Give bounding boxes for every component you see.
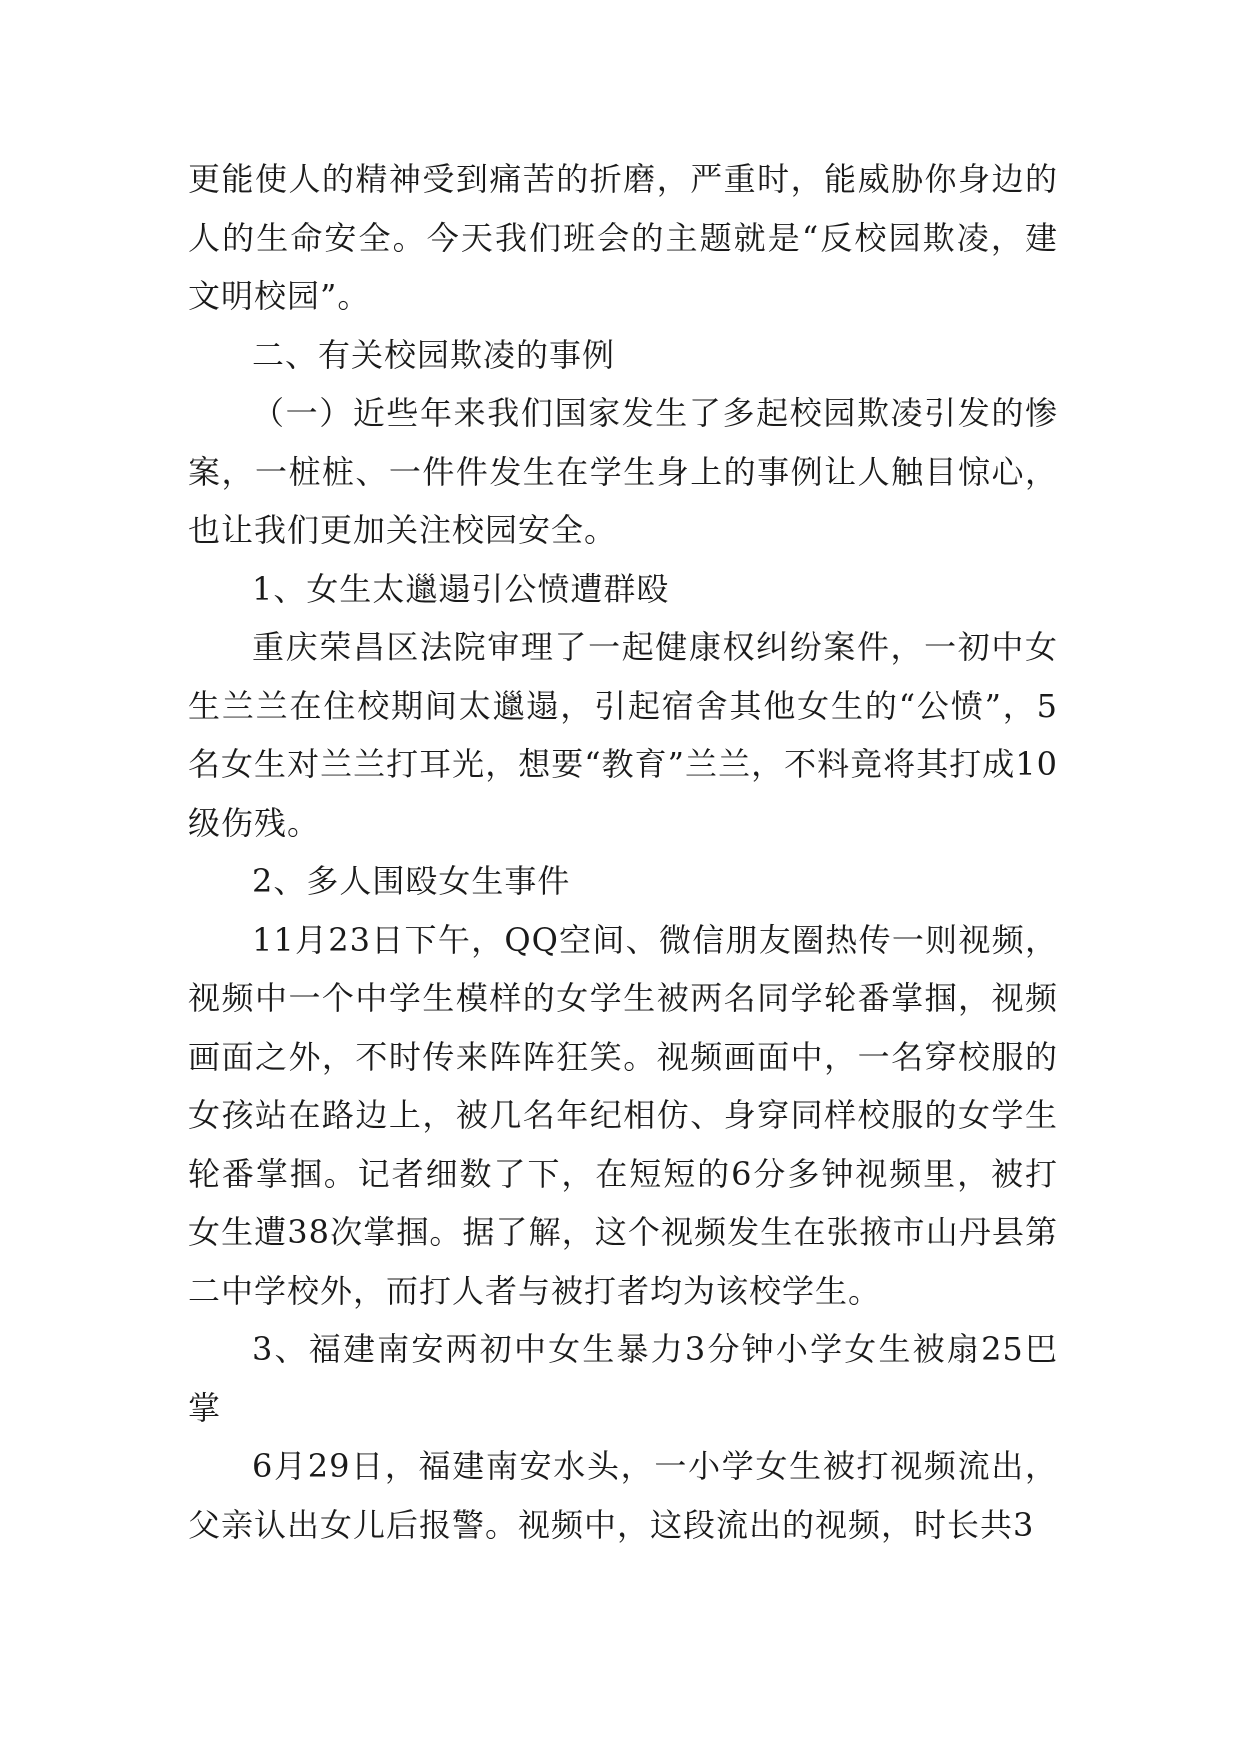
case-paragraph-3: 6月29日，福建南安水头，一小学女生被打视频流出，父亲认出女儿后报警。视频中，这段流出的视频，时长共3 bbox=[188, 1447, 1058, 1544]
paragraph-intro-cases: （一）近些年来我们国家发生了多起校园欺凌引发的惨案，一桩桩、一件件发生在学生身上的事例让人触目惊心，也让我们更加关注校园安全。 bbox=[188, 394, 1058, 549]
case-heading-3: 3、福建南安两初中女生暴力3分钟小学女生被扇25巴掌 bbox=[188, 1330, 1058, 1427]
case-paragraph-1: 重庆荣昌区法院审理了一起健康权纠纷案件，一初中女生兰兰在住校期间太邋遢，引起宿舍其他女生的“公愤”，5名女生对兰兰打耳光，想要“教育”兰兰，不料竟将其打成10级伤残。 bbox=[188, 628, 1058, 842]
case-paragraph-2: 11月23日下午，QQ空间、微信朋友圈热传一则视频，视频中一个中学生模样的女学生被两名同学轮番掌掴，视频画面之外，不时传来阵阵狂笑。视频画面中，一名穿校服的女孩站在路边上，被几名年纪相仿、身穿同样校服的女学生轮番掌掴。记者细数了下，在短短的6分多钟视频里，被打女生遭38次掌掴。据了解，这个视频发生在张掖市山丹县第二中学校外，而打人者与被打者均为该校学生。 bbox=[188, 920, 1058, 1310]
case-heading-2: 2、多人围殴女生事件 bbox=[252, 862, 571, 900]
document-body bbox=[188, 150, 1058, 1554]
case-heading-1: 1、女生太邋遢引公愤遭群殴 bbox=[252, 569, 670, 608]
section-heading-cases: 二、有关校园欺凌的事例 bbox=[252, 335, 616, 374]
paragraph-continuation: 更能使人的精神受到痛苦的折磨，严重时，能威胁你身边的人的生命安全。今天我们班会的主题就是“反校园欺凌，建文明校园”。 bbox=[188, 160, 1058, 315]
